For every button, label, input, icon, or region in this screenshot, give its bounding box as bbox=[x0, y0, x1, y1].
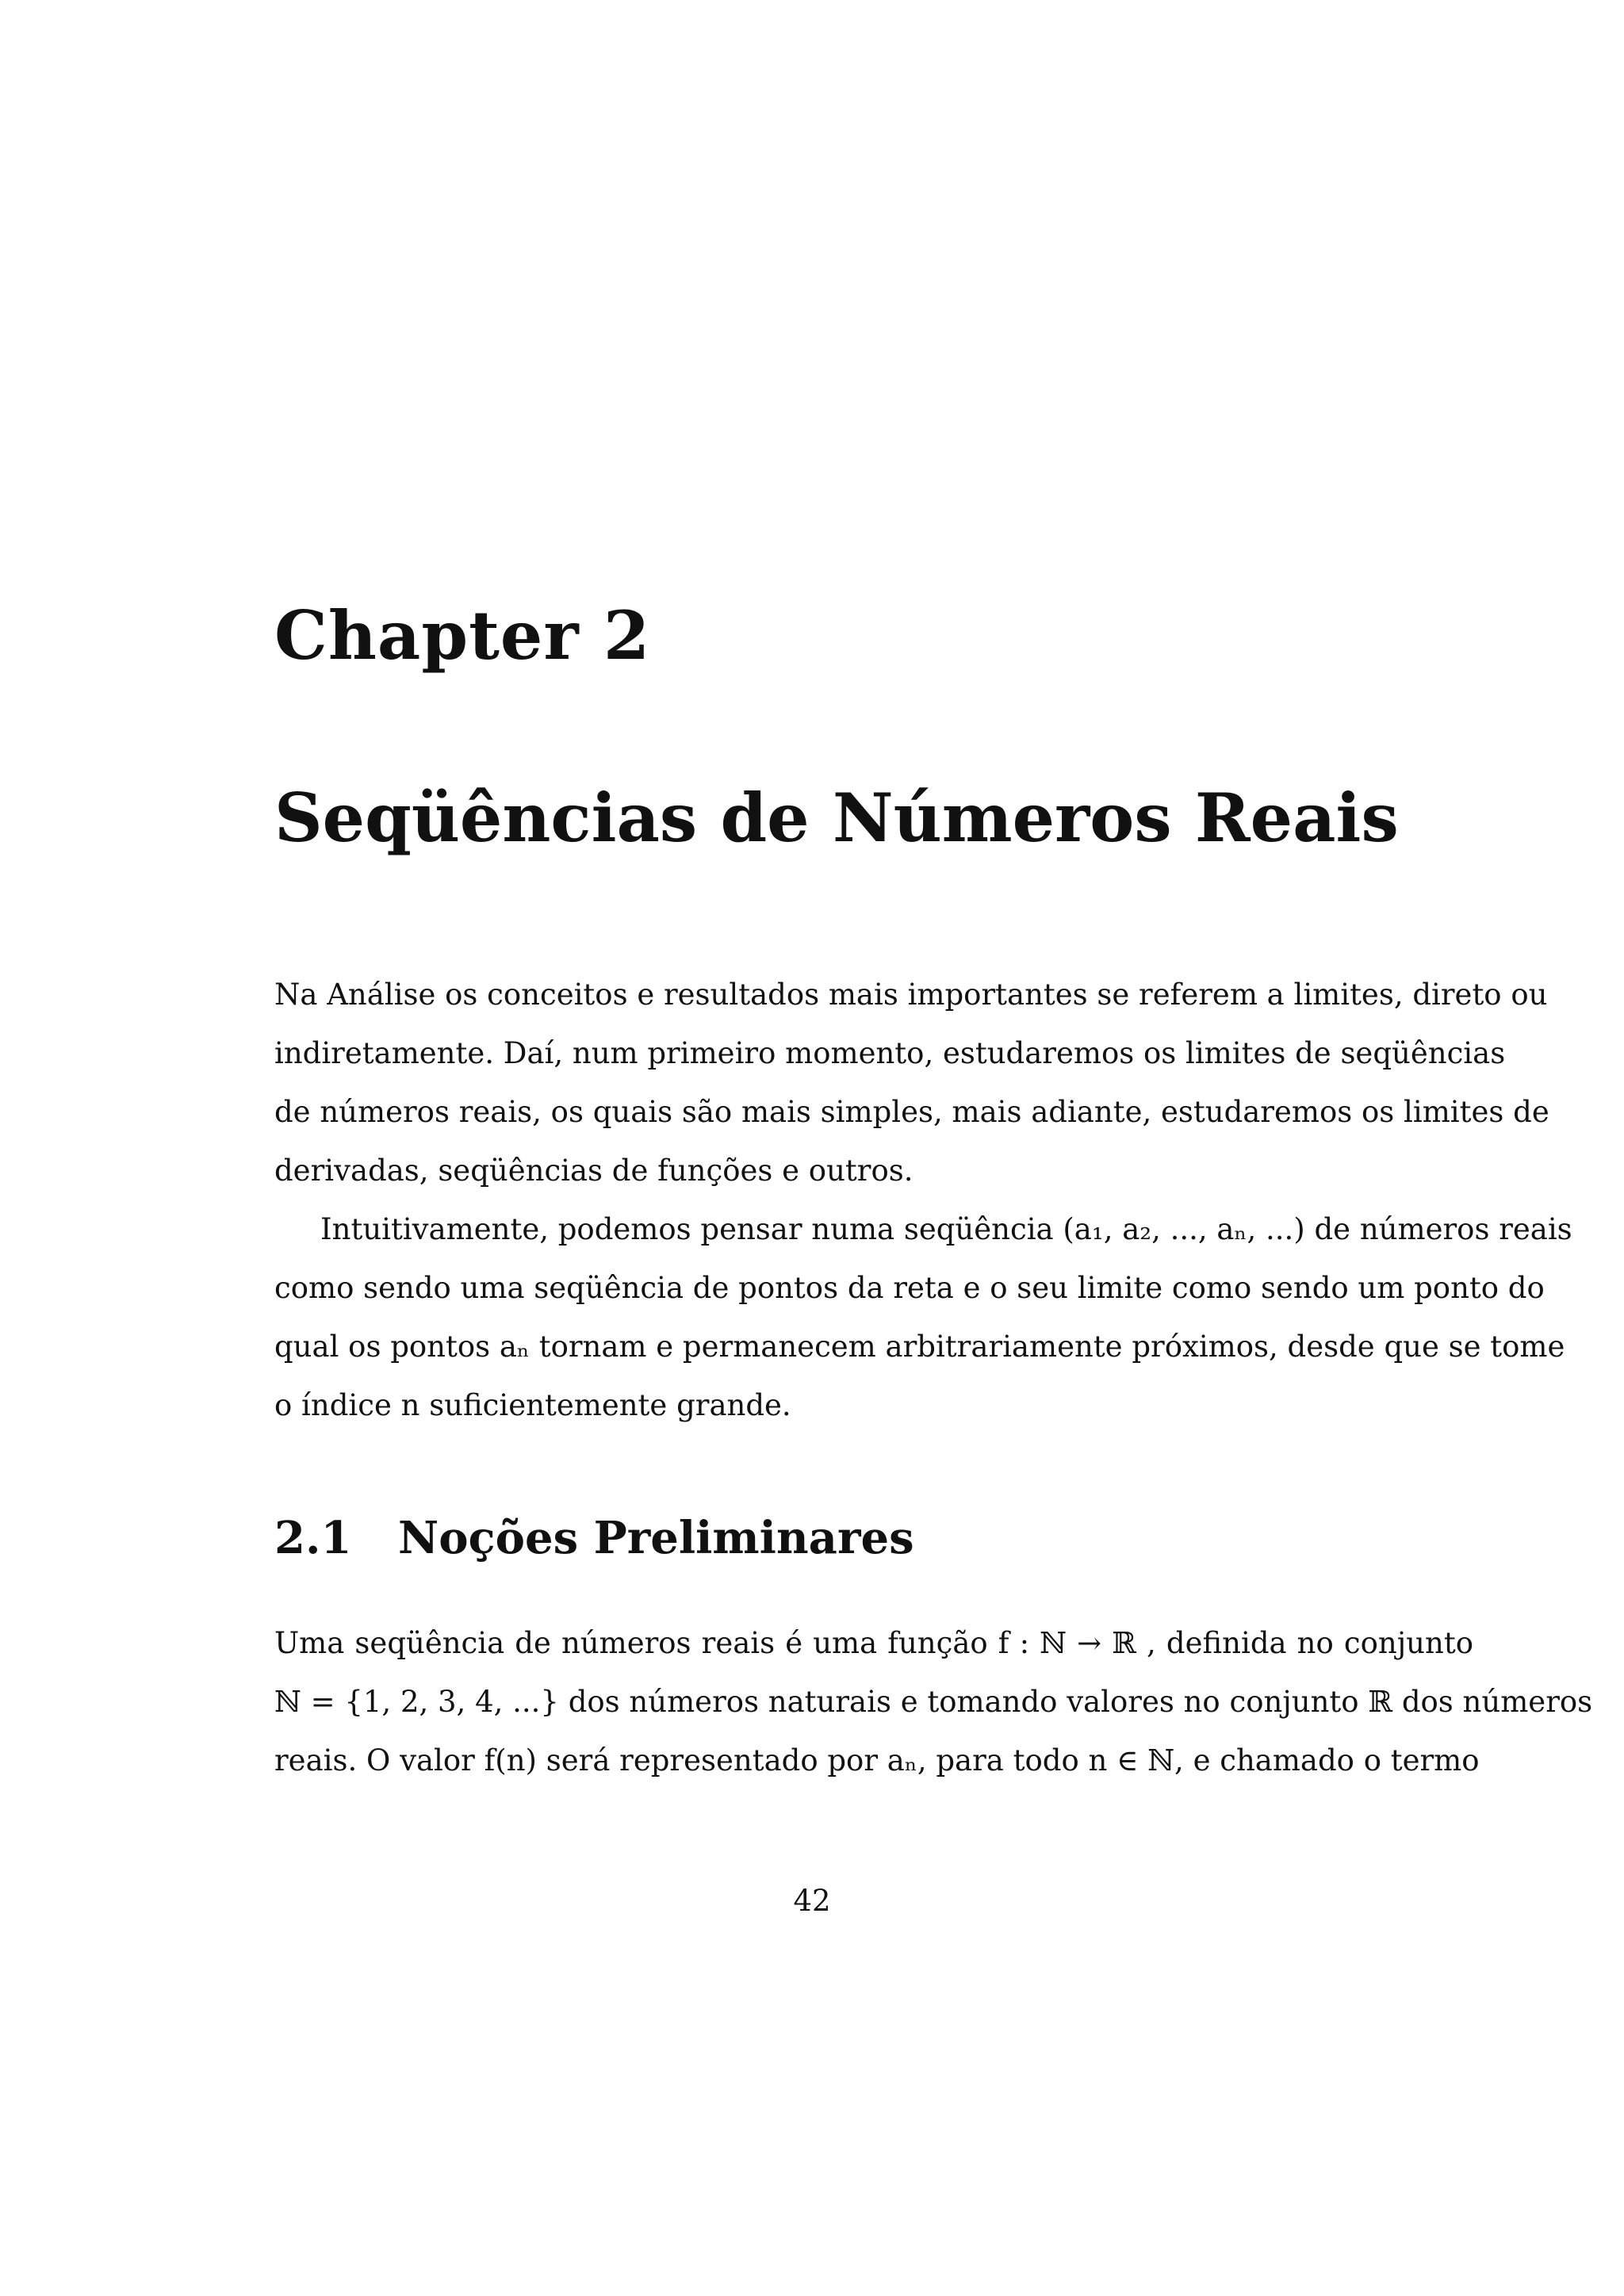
text-line: de números reais, os quais são mais simples, mais adiante, estudaremos os limites de bbox=[274, 1095, 1549, 1129]
section-heading bbox=[274, 1512, 914, 1564]
text-line: indiretamente. Daí, num primeiro momento, estudaremos os limites de seqüências bbox=[274, 1036, 1506, 1070]
page-number: 42 bbox=[793, 1884, 831, 1918]
chapter-label: Chapter 2 bbox=[274, 596, 651, 675]
text-line: Na Análise os conceitos e resultados mais importantes se referem a limites, direto ou bbox=[274, 978, 1548, 1012]
text-line-content: Intuitivamente, podemos pensar numa seqüência (a₁, a₂, ..., aₙ, ...) de números reais bbox=[320, 1212, 1572, 1246]
text-line: Uma seqüência de números reais é uma função f : ℕ → ℝ , definida no conjunto bbox=[274, 1626, 1473, 1660]
text-line: como sendo uma seqüência de pontos da reta e o seu limite como sendo um ponto do bbox=[274, 1271, 1545, 1305]
intuition-paragraph bbox=[274, 1200, 1572, 1435]
text-line: qual os pontos aₙ tornam e permanecem arbitrariamente próximos, desde que se tome bbox=[274, 1330, 1565, 1364]
text-line: reais. O valor f(n) será representado por aₙ, para todo n ∈ ℕ, e chamado o termo bbox=[274, 1743, 1480, 1777]
chapter-title: Seqüências de Números Reais bbox=[274, 779, 1399, 857]
text-line: derivadas, seqüências de funções e outros. bbox=[274, 1154, 914, 1188]
text-line: ℕ = {1, 2, 3, 4, ...} dos números naturais e tomando valores no conjunto ℝ dos números bbox=[274, 1685, 1593, 1719]
section-title: Noções Preliminares bbox=[398, 1512, 914, 1564]
section-number: 2.1 bbox=[274, 1512, 352, 1564]
definition-paragraph bbox=[274, 1614, 1593, 1790]
intro-paragraph bbox=[274, 966, 1549, 1200]
text-line bbox=[274, 1200, 1572, 1259]
text-line: o índice n suficientemente grande. bbox=[274, 1388, 791, 1422]
